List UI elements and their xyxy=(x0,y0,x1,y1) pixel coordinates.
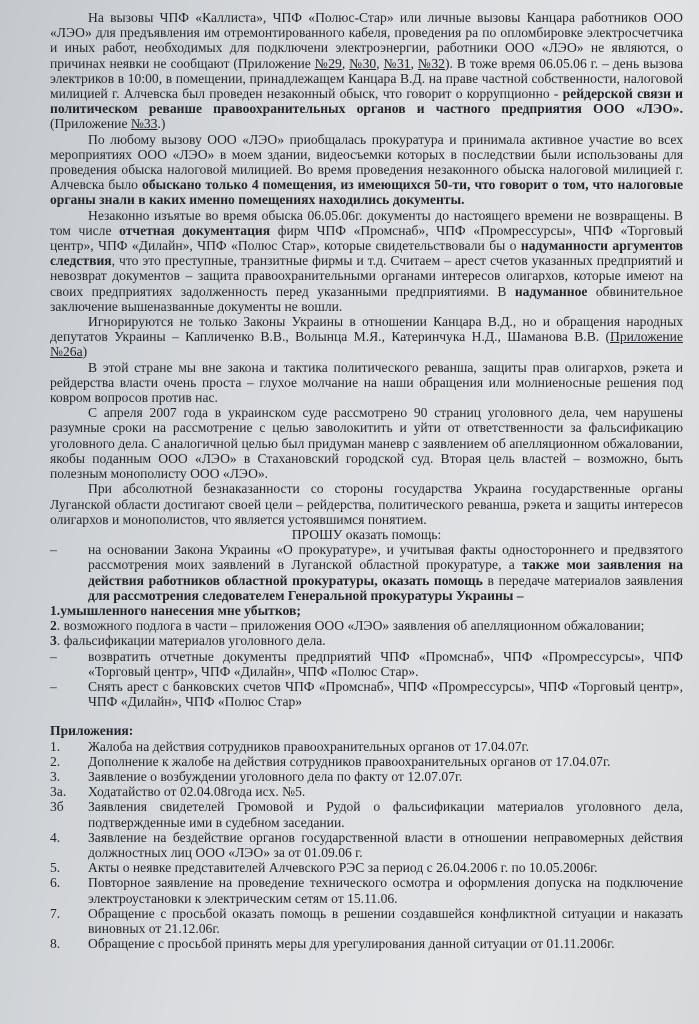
request-item-1-text-cont: в передаче материалов заявления xyxy=(482,572,683,588)
paragraph-1 xyxy=(50,10,683,132)
attachment-text: Повторное заявление на проведение технического осмотра и оформления допуска на подключение электроустановки к электрическим сетям от 15.11.06. xyxy=(88,875,683,906)
paragraph-3-text-tail: обвинительное заключение вышеназванные документы не вошли. xyxy=(50,283,683,314)
request-item-3 xyxy=(50,679,683,709)
separator: , xyxy=(410,55,418,71)
attachment-text: Ходатайство от 02.04.08года исх. №5. xyxy=(88,784,306,800)
request-item-1-text: на основании Закона Украины «О прокуратуре», и учитывая факты одностороннего и предвзятого рассмотрения моих заявлений в Луганской областной прокуратуре, а xyxy=(88,542,683,573)
attachment-text: Акты о неявке представителей Алчевского РЭС за период с 26.04.2006 г. по 10.05.2006г. xyxy=(88,860,598,876)
attachment-number: 2. xyxy=(50,753,61,769)
paragraph-2-text: По любому вызову ООО «ЛЭО» приобщалась прокуратура и принимала активное участие во всех мероприятиях ООО «ЛЭО» в моем здании, видеосъемки которых в последствии были использованы для проведения обыска налоговой милицией. Во время проведения незаконного обыска налоговой милицией г. Алчевска было xyxy=(50,131,683,193)
attachment-number: 7. xyxy=(50,905,61,921)
attachment-ref-30[interactable]: №30 xyxy=(349,55,377,71)
request-sub-2-number: 2 xyxy=(50,618,57,634)
attachment-text: Дополнение к жалобе на действия сотрудников правоохранительных органов от 17.04.07г. xyxy=(88,753,611,769)
paragraph-3-emphasis-1: отчетная документация xyxy=(119,222,271,238)
attachment-text: Жалоба на действия сотрудников правоохранительных органов от 17.04.07г. xyxy=(88,738,529,754)
paragraph-3-text-cont: фирм ЧПФ «Промснаб», ЧПФ «Промрессурсы», ЧПФ «Торговый центр», ЧПФ «Дилайн», ЧПФ «Полюс Стар», которые свидетельствовали бы о xyxy=(50,222,683,254)
attachment-number: 4. xyxy=(50,829,61,845)
attachment-ref-33[interactable]: №33 xyxy=(130,116,158,132)
request-item-3-text: Снять арест с банковских счетов ЧПФ «Промснаб», ЧПФ «Промрессурсы», ЧПФ «Торговый центр», ЧПФ «Дилайн», ЧПФ «Полюс Стар» xyxy=(88,678,683,710)
attachment-text: Заявление о возбуждении уголовного дела по факту от 12.07.07г. xyxy=(88,768,463,784)
separator: , xyxy=(341,55,350,71)
paragraph-1-text: На вызовы ЧПФ «Каллиста», ЧПФ «Полюс-Стар» или личные вызовы Канцара работников ООО «ЛЭО» для предъявления им отремонтированного кабеля, проведения ра по опломбировке электросчетчика и иных работ, необходимых для подключени электроэнергии, работники ООО «ЛЭО» не являются, о причинах неявки не сообщают (Приложение xyxy=(50,10,683,71)
request-sub-1-number: 1. xyxy=(50,602,61,618)
request-sub-3-number: 3 xyxy=(50,633,57,649)
paragraph-3-text-cont-2: , что это преступные, транзитные фирмы и т.д. Считаем – арест счетов указанных предприятий и невозврат документов – защита правоохранительными органами интересов олигархов, которые имеют на своих предприятиях задолженность перед указанными предприятиями. В xyxy=(50,253,683,299)
request-item-1 xyxy=(50,542,683,603)
attachment-number: 8. xyxy=(50,936,61,952)
paragraph-3 xyxy=(50,208,683,314)
paragraph-7: При абсолютной безнаказанности со стороны государства Украина государственные органы Луганской области достигают своей цели – рейдерства, политического реванша, рэкета и защиты интересов олигархов и монополистов, что является устоявшимся понятием. xyxy=(50,481,683,527)
request-sub-2 xyxy=(50,618,683,633)
paragraph-3-text: Незаконно изъятые во время обыска 06.05.06г. документы до настоящего времени не возвращены. В том числе xyxy=(50,207,683,238)
attachment-number: 5. xyxy=(50,860,61,876)
attachment-item xyxy=(50,784,683,799)
attachments-heading: Приложения: xyxy=(50,723,134,739)
request-item-1-emphasis-1: также мои заявления на действия работников областной прокуратуры, оказать помощь xyxy=(88,557,683,588)
attachment-number: 6. xyxy=(50,875,61,891)
request-item-2 xyxy=(50,649,683,679)
attachment-item xyxy=(50,769,683,784)
paragraph-3-emphasis-2: надуманности аргументов следствия xyxy=(50,238,683,269)
paragraph-1-text-cont: ). В тоже время 06.05.06 г. – день вызова электриков в 10:00, в помещении, принадлежащем Канцара В.Д. на праве частной собственности, налоговой милицией г. Алчевска был проведен незаконный обыск, что говорит о коррупционно - xyxy=(50,55,683,102)
paragraph-5: В этой стране мы вне закона и тактика политического реванша, защиты прав олигархов, рэкета и рейдерства власти очень проста – глухое молчание на наши обращения или молниеносные решения под ковром вопросов против нас. xyxy=(50,359,683,406)
dash-marker: – xyxy=(50,678,57,694)
attachment-text: Обращение с просьбой оказать помощь в решении создавшейся конфликтной ситуации и наказать виновных от 21.12.06г. xyxy=(88,905,683,936)
attachment-text: Заявление на бездействие органов государственной власти в отношении неправомерных действия должностных лиц ООО «ЛЭО» за от 01.09.06 г. xyxy=(88,829,683,860)
attachment-item xyxy=(50,860,683,875)
request-sub-1-text: умышленного нанесения мне убытков; xyxy=(60,602,301,618)
attachments-list xyxy=(50,739,683,952)
paragraph-2 xyxy=(50,132,683,208)
request-item-1-emphasis-2: для рассмотрения следователем Генеральной прокуратуры Украины – xyxy=(88,587,524,603)
attachment-item xyxy=(50,830,683,860)
attachment-text: Заявления свидетелей Громовой и Рудой о фальсификации материалов уголовного дела, подтвержденные ими в судебном заседании. xyxy=(88,799,683,830)
paragraph-1-emphasis: рейдерской связи и политическом реванше правоохранительных органов и частного предприятия ООО «ЛЭО». xyxy=(50,86,683,117)
attachment-text: Обращение с просьбой принять меры для урегулирования данной ситуации от 01.11.2006г. xyxy=(88,936,615,952)
paragraph-2-emphasis: обыскано только 4 помещения, из имеющихся 50-ти, что говорит о том, что налоговые органы знали в каких именно помещениях находились документы. xyxy=(50,177,684,208)
attachment-ref-31[interactable]: №31 xyxy=(383,55,411,71)
request-sub-3 xyxy=(50,633,683,648)
attachment-ref-32[interactable]: №32 xyxy=(417,55,445,71)
request-sub-1 xyxy=(50,603,683,618)
attachment-ref-29[interactable]: №29 xyxy=(314,55,342,71)
request-item-2-text: возвратить отчетные документы предприятий ЧПФ «Промснаб», ЧПФ «Промрессурсы», ЧПФ «Торговый центр», ЧПФ «Дилайн», ЧПФ «Полюс Стар». xyxy=(88,648,683,679)
dash-marker: – xyxy=(50,542,57,558)
paragraph-1-text-tail: (Приложение xyxy=(50,116,131,132)
paragraph-4-text: Игнорируются не только Законы Украины в отношении Канцара В.Д., но и обращения народных депутатов Украины – Капличенко В.В., Волынца М.Я., Катеринчука Н.Д., Шаманова В.В. ( xyxy=(50,314,683,345)
attachment-item xyxy=(50,739,683,754)
dash-marker: – xyxy=(50,648,57,664)
attachment-number: 3б xyxy=(50,799,64,815)
request-heading: ПРОШУ оказать помощь: xyxy=(291,526,442,542)
section-spacer xyxy=(50,709,683,723)
request-sub-2-text: . возможного подлога в части – приложения ООО «ЛЭО» заявления об апелляционном обжаловании; xyxy=(56,618,645,634)
attachment-number: 3. xyxy=(50,768,61,784)
paragraph-4 xyxy=(50,314,683,360)
attachment-item xyxy=(50,799,683,829)
paragraph-6: С апреля 2007 года в украинском суде рассмотрено 90 страниц уголовного дела, чем нарушены разумные сроки на рассмотрение с целью заволокитить и уйти от ответственности за фальсификацию уголовного дела. С аналогичной целью был придуман маневр с заявлением об апелляционном обжаловании, якобы поданным ООО «ЛЭО» в Стахановский городской суд. Вторая цель властей – возможно, быть полезным монополисту ООО «ЛЭО». xyxy=(50,405,683,482)
paragraph-3-emphasis-3: надуманное xyxy=(514,283,588,299)
attachment-item xyxy=(50,754,683,769)
attachment-number: 3а. xyxy=(50,784,67,800)
attachment-number: 1. xyxy=(50,738,61,754)
separator: , xyxy=(376,55,384,71)
attachment-ref-26a[interactable]: Приложение №26а xyxy=(50,329,683,360)
attachment-item xyxy=(50,875,683,905)
paragraph-4-close: ) xyxy=(82,344,88,360)
paragraph-1-close: .) xyxy=(157,116,166,132)
attachment-item xyxy=(50,906,683,936)
attachment-item xyxy=(50,936,683,951)
request-sub-3-text: . фальсификации материалов уголовного дела. xyxy=(56,633,326,649)
